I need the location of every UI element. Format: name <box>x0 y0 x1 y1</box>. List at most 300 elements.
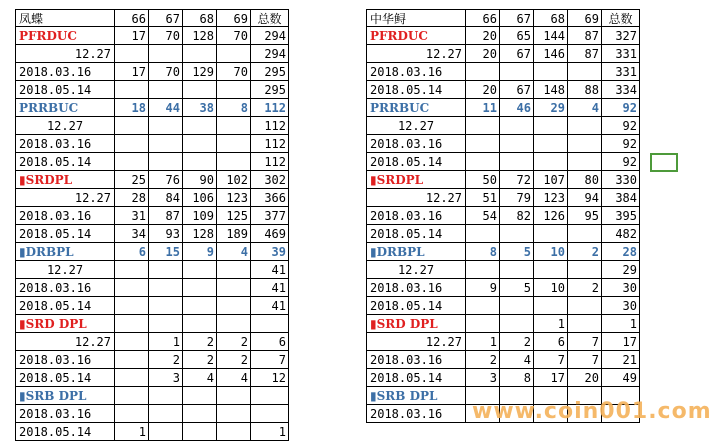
total-cell[interactable]: 41 <box>251 261 289 279</box>
table-row <box>366 315 640 333</box>
col-66-cell[interactable]: 8 <box>466 243 500 261</box>
col-68-cell[interactable] <box>183 135 217 153</box>
total-cell[interactable] <box>251 405 289 423</box>
total-cell[interactable]: 112 <box>251 99 289 117</box>
total-cell[interactable]: 92 <box>602 135 640 153</box>
total-cell[interactable]: 92 <box>602 117 640 135</box>
total-cell[interactable]: 302 <box>251 171 289 189</box>
col-69-cell[interactable]: 95 <box>568 207 602 225</box>
row-label-cell[interactable]: 2018.05.14 <box>366 81 466 99</box>
watermark-text: www.coin001.com <box>472 399 712 424</box>
col-69-cell[interactable] <box>217 279 251 297</box>
col-67-cell[interactable]: 4 <box>500 351 534 369</box>
col-69-cell[interactable] <box>217 153 251 171</box>
col-66-cell[interactable] <box>466 261 500 279</box>
col-68-cell[interactable] <box>534 63 568 81</box>
col-68-cell[interactable]: 10 <box>534 243 568 261</box>
table-row <box>15 135 289 153</box>
header-row <box>15 9 289 27</box>
col-68-header[interactable]: 68 <box>183 9 217 27</box>
row-label-cell[interactable]: 2018.03.16 <box>15 135 115 153</box>
col-69-cell[interactable]: 70 <box>217 27 251 45</box>
col-69-cell[interactable]: 189 <box>217 225 251 243</box>
table-row <box>15 243 289 261</box>
col-66-cell[interactable]: 6 <box>115 243 149 261</box>
total-cell[interactable]: 112 <box>251 135 289 153</box>
table-row <box>15 333 289 351</box>
table-row <box>15 117 289 135</box>
row-label-cell[interactable]: 12.27 <box>15 261 115 279</box>
col-66-cell[interactable] <box>466 225 500 243</box>
col-69-cell[interactable] <box>217 387 251 405</box>
total-cell[interactable]: 7 <box>251 351 289 369</box>
col-66-cell[interactable] <box>466 315 500 333</box>
row-label-cell[interactable]: 2018.03.16 <box>15 279 115 297</box>
col-68-cell[interactable]: 4 <box>183 369 217 387</box>
total-cell[interactable]: 30 <box>602 297 640 315</box>
col-69-cell[interactable] <box>217 405 251 423</box>
row-label-cell[interactable]: 2018.05.14 <box>366 369 466 387</box>
col-66-cell[interactable] <box>115 81 149 99</box>
species-header[interactable]: 中华鲟 <box>366 9 466 27</box>
total-cell[interactable]: 30 <box>602 279 640 297</box>
col-69-cell[interactable]: 125 <box>217 207 251 225</box>
col-67-cell[interactable]: 44 <box>149 99 183 117</box>
total-cell[interactable]: 92 <box>602 99 640 117</box>
row-label-cell[interactable]: 2018.03.16 <box>15 207 115 225</box>
col-67-cell[interactable]: 1 <box>149 333 183 351</box>
col-68-cell[interactable] <box>183 297 217 315</box>
table-row <box>366 351 640 369</box>
col-69-cell[interactable]: 20 <box>568 369 602 387</box>
col-68-cell[interactable]: 146 <box>534 45 568 63</box>
table-row <box>366 369 640 387</box>
col-67-cell[interactable]: 8 <box>500 369 534 387</box>
row-label-cell[interactable]: 2018.03.16 <box>366 351 466 369</box>
row-label-cell[interactable]: 2018.03.16 <box>366 63 466 81</box>
total-cell[interactable]: 331 <box>602 63 640 81</box>
col-68-cell[interactable]: 90 <box>183 171 217 189</box>
col-67-cell[interactable] <box>149 279 183 297</box>
col-67-cell[interactable] <box>500 261 534 279</box>
total-cell[interactable]: 384 <box>602 189 640 207</box>
col-67-cell[interactable]: 87 <box>149 207 183 225</box>
col-68-cell[interactable]: 6 <box>534 333 568 351</box>
row-label-cell[interactable]: 12.27 <box>15 189 115 207</box>
col-69-cell[interactable] <box>568 135 602 153</box>
total-cell[interactable]: 330 <box>602 171 640 189</box>
col-66-cell[interactable]: 25 <box>115 171 149 189</box>
col-67-cell[interactable] <box>500 117 534 135</box>
row-label-cell[interactable]: 2018.05.14 <box>15 225 115 243</box>
total-cell[interactable]: 39 <box>251 243 289 261</box>
table-row <box>366 99 640 117</box>
col-66-cell[interactable] <box>466 153 500 171</box>
col-69-cell[interactable]: 4 <box>217 243 251 261</box>
col-67-cell[interactable]: 3 <box>149 369 183 387</box>
col-68-cell[interactable]: 38 <box>183 99 217 117</box>
table-row <box>15 387 289 405</box>
col-66-cell[interactable] <box>115 351 149 369</box>
col-69-cell[interactable] <box>568 63 602 81</box>
total-cell[interactable] <box>251 387 289 405</box>
row-label-cell[interactable]: ▮SRDPL <box>15 171 115 189</box>
total-cell[interactable]: 334 <box>602 81 640 99</box>
row-label-cell[interactable]: 12.27 <box>366 45 466 63</box>
col-68-cell[interactable]: 109 <box>183 207 217 225</box>
col-67-cell[interactable] <box>149 315 183 333</box>
col-66-cell[interactable] <box>466 297 500 315</box>
row-label-cell[interactable]: 2018.05.14 <box>366 153 466 171</box>
col-68-cell[interactable]: 2 <box>183 333 217 351</box>
col-69-cell[interactable] <box>568 261 602 279</box>
table-row <box>15 27 289 45</box>
col-66-cell[interactable]: 18 <box>115 99 149 117</box>
row-label-cell[interactable]: 2018.03.16 <box>15 351 115 369</box>
col-66-cell[interactable]: 28 <box>115 189 149 207</box>
col-67-header[interactable]: 67 <box>149 9 183 27</box>
col-68-cell[interactable]: 107 <box>534 171 568 189</box>
col-69-cell[interactable] <box>568 315 602 333</box>
table-row <box>15 63 289 81</box>
table-row <box>366 279 640 297</box>
col-67-cell[interactable]: 46 <box>500 99 534 117</box>
col-67-cell[interactable]: 79 <box>500 189 534 207</box>
table-row <box>366 117 640 135</box>
total-cell[interactable]: 17 <box>602 333 640 351</box>
col-67-cell[interactable] <box>149 135 183 153</box>
total-cell[interactable]: 1 <box>602 315 640 333</box>
col-66-cell[interactable] <box>466 135 500 153</box>
col-66-cell[interactable]: 20 <box>466 45 500 63</box>
col-66-cell[interactable] <box>115 297 149 315</box>
row-label-cell[interactable]: ▮DRBPL <box>366 243 466 261</box>
col-68-cell[interactable] <box>183 261 217 279</box>
col-69-cell[interactable]: 88 <box>568 81 602 99</box>
col-68-cell[interactable]: 128 <box>183 27 217 45</box>
col-68-cell[interactable] <box>534 153 568 171</box>
row-label-cell[interactable]: PRRBUC <box>366 99 466 117</box>
col-67-cell[interactable]: 93 <box>149 225 183 243</box>
row-label-cell[interactable]: 12.27 <box>366 333 466 351</box>
col-68-cell[interactable] <box>534 225 568 243</box>
col-67-cell[interactable]: 67 <box>500 45 534 63</box>
col-67-cell[interactable]: 82 <box>500 207 534 225</box>
col-67-cell[interactable] <box>149 405 183 423</box>
total-cell[interactable]: 327 <box>602 27 640 45</box>
row-label-cell[interactable]: 12.27 <box>366 261 466 279</box>
col-68-cell[interactable]: 29 <box>534 99 568 117</box>
col-69-cell[interactable]: 4 <box>217 369 251 387</box>
col-69-cell[interactable]: 2 <box>568 279 602 297</box>
col-66-cell[interactable]: 11 <box>466 99 500 117</box>
species-header[interactable]: 凤蝶 <box>15 9 115 27</box>
col-67-cell[interactable]: 76 <box>149 171 183 189</box>
col-67-cell[interactable] <box>500 153 534 171</box>
row-label-cell[interactable]: 2018.03.16 <box>366 279 466 297</box>
col-69-cell[interactable]: 94 <box>568 189 602 207</box>
col-69-cell[interactable]: 87 <box>568 27 602 45</box>
col-69-cell[interactable] <box>568 297 602 315</box>
table-row <box>366 189 640 207</box>
col-68-cell[interactable] <box>183 117 217 135</box>
col-68-cell[interactable]: 7 <box>534 351 568 369</box>
col-66-cell[interactable] <box>115 153 149 171</box>
col-66-cell[interactable] <box>115 117 149 135</box>
col-69-cell[interactable] <box>568 225 602 243</box>
col-69-cell[interactable]: 102 <box>217 171 251 189</box>
total-cell[interactable]: 366 <box>251 189 289 207</box>
row-label-cell[interactable]: 2018.05.14 <box>366 225 466 243</box>
col-69-cell[interactable] <box>217 81 251 99</box>
row-label-cell[interactable]: 12.27 <box>15 333 115 351</box>
total-cell[interactable]: 21 <box>602 351 640 369</box>
table-row <box>15 369 289 387</box>
col-66-cell[interactable]: 20 <box>466 27 500 45</box>
row-label-cell[interactable]: 12.27 <box>15 45 115 63</box>
col-67-cell[interactable] <box>149 387 183 405</box>
col-68-header[interactable]: 68 <box>534 9 568 27</box>
col-67-cell[interactable]: 67 <box>500 81 534 99</box>
col-68-cell[interactable]: 126 <box>534 207 568 225</box>
col-67-cell[interactable] <box>500 315 534 333</box>
col-68-cell[interactable] <box>534 261 568 279</box>
col-67-cell[interactable] <box>500 135 534 153</box>
total-cell[interactable]: 331 <box>602 45 640 63</box>
col-66-cell[interactable]: 1 <box>466 333 500 351</box>
col-68-cell[interactable]: 144 <box>534 27 568 45</box>
total-cell[interactable]: 294 <box>251 45 289 63</box>
col-68-cell[interactable]: 123 <box>534 189 568 207</box>
col-67-cell[interactable] <box>149 297 183 315</box>
col-69-cell[interactable] <box>217 117 251 135</box>
col-68-cell[interactable]: 106 <box>183 189 217 207</box>
col-66-cell[interactable]: 51 <box>466 189 500 207</box>
col-66-cell[interactable]: 1 <box>115 423 149 441</box>
col-67-cell[interactable] <box>500 225 534 243</box>
col-69-cell[interactable] <box>217 45 251 63</box>
col-69-cell[interactable] <box>217 315 251 333</box>
col-67-cell[interactable] <box>149 261 183 279</box>
col-68-cell[interactable]: 1 <box>534 315 568 333</box>
col-69-cell[interactable] <box>217 261 251 279</box>
total-cell[interactable]: 395 <box>602 207 640 225</box>
col-69-cell[interactable]: 7 <box>568 333 602 351</box>
total-header[interactable]: 总数 <box>251 9 289 27</box>
total-cell[interactable]: 28 <box>602 243 640 261</box>
col-69-cell[interactable]: 2 <box>217 351 251 369</box>
col-67-cell[interactable]: 15 <box>149 243 183 261</box>
row-label-cell[interactable]: ▮SRB DPL <box>15 387 115 405</box>
table-row <box>366 27 640 45</box>
col-66-cell[interactable] <box>115 45 149 63</box>
row-label-cell[interactable]: ▮SRDPL <box>366 171 466 189</box>
row-label-cell[interactable]: 2018.03.16 <box>366 207 466 225</box>
row-label-cell[interactable]: PFRDUC <box>15 27 115 45</box>
total-cell[interactable]: 295 <box>251 63 289 81</box>
total-header[interactable]: 总数 <box>602 9 640 27</box>
row-label-cell[interactable]: 2018.05.14 <box>15 369 115 387</box>
col-69-cell[interactable] <box>217 297 251 315</box>
col-66-cell[interactable]: 50 <box>466 171 500 189</box>
table-row <box>366 45 640 63</box>
table-row <box>366 81 640 99</box>
col-67-cell[interactable]: 70 <box>149 63 183 81</box>
col-67-cell[interactable]: 65 <box>500 27 534 45</box>
table-row <box>15 315 289 333</box>
col-68-cell[interactable]: 128 <box>183 225 217 243</box>
col-68-cell[interactable] <box>183 405 217 423</box>
row-label-cell[interactable]: 2018.05.14 <box>15 153 115 171</box>
total-cell[interactable]: 92 <box>602 153 640 171</box>
col-66-cell[interactable]: 2 <box>466 351 500 369</box>
col-67-cell[interactable]: 70 <box>149 27 183 45</box>
col-69-cell[interactable]: 7 <box>568 351 602 369</box>
row-label-cell[interactable]: ▮SRD DPL <box>15 315 115 333</box>
col-66-cell[interactable] <box>115 261 149 279</box>
col-66-cell[interactable]: 34 <box>115 225 149 243</box>
row-label-cell[interactable]: PRRBUC <box>15 99 115 117</box>
col-66-cell[interactable]: 31 <box>115 207 149 225</box>
col-66-cell[interactable] <box>466 63 500 81</box>
total-cell[interactable]: 469 <box>251 225 289 243</box>
col-66-header[interactable]: 66 <box>115 9 149 27</box>
col-68-cell[interactable]: 10 <box>534 279 568 297</box>
total-cell[interactable]: 112 <box>251 153 289 171</box>
table-row <box>15 81 289 99</box>
col-66-cell[interactable] <box>115 369 149 387</box>
col-66-cell[interactable] <box>115 279 149 297</box>
row-label-cell[interactable]: ▮DRBPL <box>15 243 115 261</box>
col-69-cell[interactable]: 8 <box>217 99 251 117</box>
row-label-cell[interactable]: 2018.03.16 <box>15 63 115 81</box>
col-67-cell[interactable]: 2 <box>500 333 534 351</box>
col-68-cell[interactable] <box>534 117 568 135</box>
row-label-cell[interactable]: 2018.05.14 <box>15 81 115 99</box>
col-66-cell[interactable]: 54 <box>466 207 500 225</box>
row-label-cell[interactable]: PFRDUC <box>366 27 466 45</box>
col-67-cell[interactable] <box>500 297 534 315</box>
total-cell[interactable]: 49 <box>602 369 640 387</box>
col-66-cell[interactable] <box>115 405 149 423</box>
col-69-cell[interactable]: 2 <box>217 333 251 351</box>
col-66-cell[interactable] <box>115 333 149 351</box>
row-label-cell[interactable]: 12.27 <box>366 189 466 207</box>
col-68-cell[interactable] <box>183 387 217 405</box>
col-67-cell[interactable]: 72 <box>500 171 534 189</box>
total-cell[interactable]: 1 <box>251 423 289 441</box>
col-68-cell[interactable] <box>183 423 217 441</box>
col-69-header[interactable]: 69 <box>568 9 602 27</box>
col-69-header[interactable]: 69 <box>217 9 251 27</box>
row-label-cell[interactable]: 2018.03.16 <box>366 135 466 153</box>
col-69-cell[interactable] <box>217 135 251 153</box>
col-67-cell[interactable] <box>149 117 183 135</box>
selected-cell-highlight[interactable] <box>650 153 678 172</box>
col-66-cell[interactable] <box>115 387 149 405</box>
col-68-cell[interactable]: 129 <box>183 63 217 81</box>
col-69-cell[interactable]: 123 <box>217 189 251 207</box>
row-label-cell[interactable]: 2018.05.14 <box>15 297 115 315</box>
total-cell[interactable]: 295 <box>251 81 289 99</box>
col-66-cell[interactable] <box>115 135 149 153</box>
table-row <box>366 225 640 243</box>
total-cell[interactable]: 41 <box>251 279 289 297</box>
col-69-cell[interactable] <box>568 153 602 171</box>
col-67-cell[interactable]: 5 <box>500 279 534 297</box>
col-66-cell[interactable]: 17 <box>115 27 149 45</box>
col-67-cell[interactable] <box>149 81 183 99</box>
col-66-cell[interactable]: 3 <box>466 369 500 387</box>
col-67-cell[interactable] <box>149 153 183 171</box>
row-label-cell[interactable]: 2018.03.16 <box>15 405 115 423</box>
total-cell[interactable]: 6 <box>251 333 289 351</box>
row-label-cell[interactable]: 12.27 <box>15 117 115 135</box>
col-67-cell[interactable]: 5 <box>500 243 534 261</box>
total-cell[interactable]: 29 <box>602 261 640 279</box>
col-69-cell[interactable] <box>568 117 602 135</box>
col-67-cell[interactable] <box>149 45 183 63</box>
total-cell[interactable] <box>251 315 289 333</box>
row-label-cell[interactable]: 2018.03.16 <box>366 405 466 423</box>
col-67-cell[interactable] <box>149 423 183 441</box>
col-68-cell[interactable]: 148 <box>534 81 568 99</box>
col-68-cell[interactable] <box>183 45 217 63</box>
total-cell[interactable]: 112 <box>251 117 289 135</box>
col-66-cell[interactable]: 9 <box>466 279 500 297</box>
col-69-cell[interactable]: 70 <box>217 63 251 81</box>
col-68-cell[interactable] <box>183 279 217 297</box>
col-68-cell[interactable] <box>183 81 217 99</box>
table-row <box>366 333 640 351</box>
col-68-cell[interactable]: 17 <box>534 369 568 387</box>
total-cell[interactable]: 12 <box>251 369 289 387</box>
col-68-cell[interactable]: 9 <box>183 243 217 261</box>
col-69-cell[interactable]: 87 <box>568 45 602 63</box>
col-69-cell[interactable] <box>217 423 251 441</box>
row-label-cell[interactable]: 12.27 <box>366 117 466 135</box>
table-row <box>366 135 640 153</box>
col-68-cell[interactable] <box>534 135 568 153</box>
total-cell[interactable]: 482 <box>602 225 640 243</box>
col-68-cell[interactable] <box>534 297 568 315</box>
row-label-cell[interactable]: ▮SRB DPL <box>366 387 466 405</box>
col-66-cell[interactable]: 17 <box>115 63 149 81</box>
col-67-header[interactable]: 67 <box>500 9 534 27</box>
col-69-cell[interactable]: 80 <box>568 171 602 189</box>
col-67-cell[interactable]: 84 <box>149 189 183 207</box>
col-69-cell[interactable]: 2 <box>568 243 602 261</box>
total-cell[interactable]: 377 <box>251 207 289 225</box>
row-label-cell[interactable]: 2018.05.14 <box>15 423 115 441</box>
col-66-cell[interactable] <box>466 117 500 135</box>
col-68-cell[interactable] <box>183 153 217 171</box>
col-67-cell[interactable] <box>500 63 534 81</box>
col-66-header[interactable]: 66 <box>466 9 500 27</box>
col-68-cell[interactable] <box>183 315 217 333</box>
total-cell[interactable]: 41 <box>251 297 289 315</box>
col-67-cell[interactable]: 2 <box>149 351 183 369</box>
row-label-cell[interactable]: ▮SRD DPL <box>366 315 466 333</box>
col-66-cell[interactable] <box>115 315 149 333</box>
col-66-cell[interactable]: 20 <box>466 81 500 99</box>
table-row <box>15 297 289 315</box>
total-cell[interactable]: 294 <box>251 27 289 45</box>
row-label-cell[interactable]: 2018.05.14 <box>366 297 466 315</box>
table-row <box>15 351 289 369</box>
col-69-cell[interactable]: 4 <box>568 99 602 117</box>
col-68-cell[interactable]: 2 <box>183 351 217 369</box>
